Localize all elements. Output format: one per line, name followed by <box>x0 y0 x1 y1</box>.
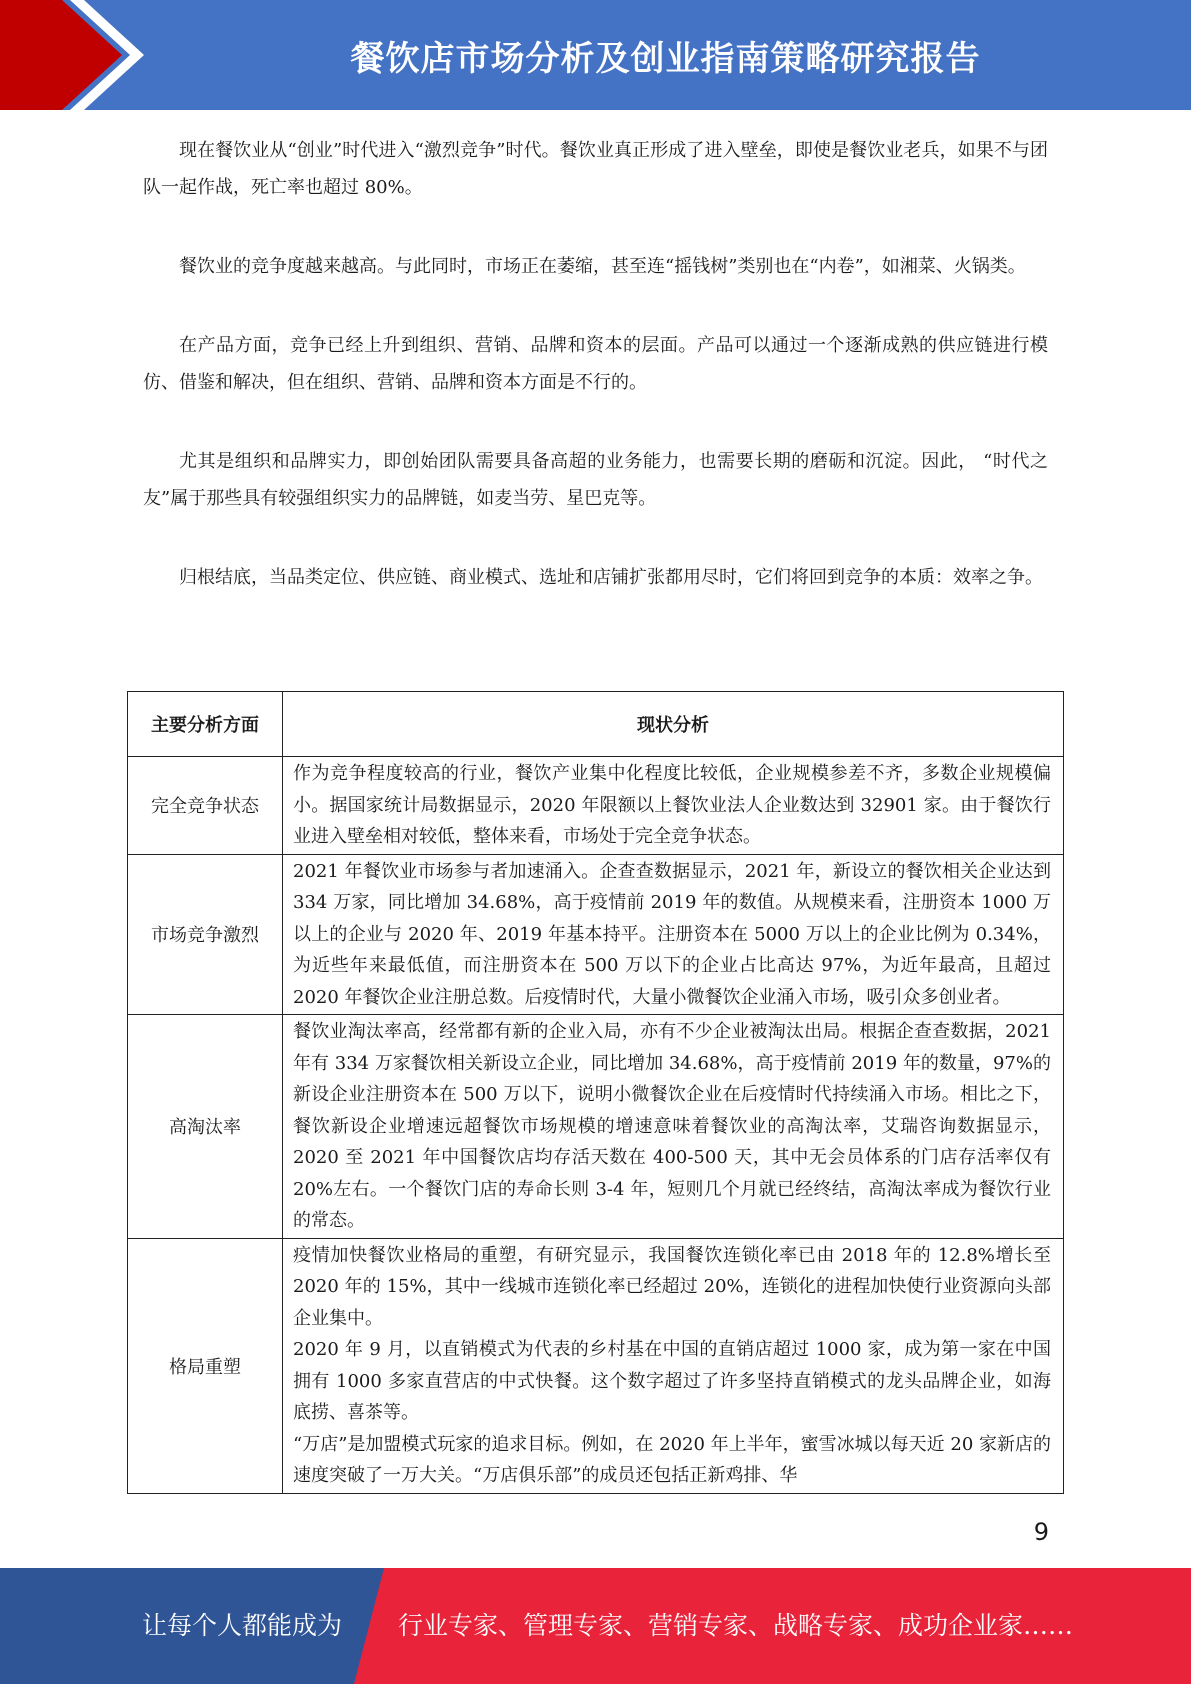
paragraph-5: 归根结底，当品类定位、供应链、商业模式、选址和店铺扩张都用尽时，它们将回到竞争的本质：效率之争。 <box>179 567 1043 588</box>
page-footer <box>0 1568 1191 1684</box>
table-header-analysis: 现状分析 <box>283 692 1064 757</box>
analysis-text: 2021 年餐饮业市场参与者加速涌入。企查查数据显示，2021 年，新设立的餐饮相关企业达到 334 万家，同比增加 34.68%，高于疫情前 2019 年的数值。从规模来看，注册资本 1000 万以上的企业与 2020 年、2019 年基本持平。注册资本在 5000 万以上的企业比例为 0.34%，为近些年来最低值，而注册资本在 500 万以下的企业占比高达 97%，为近年最高，且超过 2020 年餐饮企业注册总数。后疫情时代，大量小微餐饮企业涌入市场，吸引众多创业者。 <box>293 860 1051 1008</box>
table-cell-analysis <box>283 1238 1064 1493</box>
table-header-aspect: 主要分析方面 <box>128 692 283 757</box>
table-row <box>128 1015 1064 1239</box>
analysis-text: 餐饮业淘汰率高，经常都有新的企业入局，亦有不少企业被淘汰出局。根据企查查数据，2021 年有 334 万家餐饮相关新设立企业，同比增加 34.68%，高于疫情前 2019 年的数量，97%的新设企业注册资本在 500 万以下，说明小微餐饮企业在后疫情时代持续涌入市场。相比之下，餐饮新设企业增速远超餐饮市场规模的增速意味着餐饮业的高淘汰率，艾瑞咨询数据显示，2020 至 2021 年中国餐饮店均存活天数在 400-500 天，其中无会员体系的门店存活率仅有 20%左右。一个餐饮门店的寿命长则 3-4 年，短则几个月就已经终结，高淘汰率成为餐饮行业的常态。 <box>293 1021 1051 1231</box>
table-cell-analysis <box>283 854 1064 1015</box>
footer-slogan-right: 行业专家、管理专家、营销专家、战略专家、成功企业家…… <box>398 1611 1074 1640</box>
header-title: 餐饮店市场分析及创业指南策略研究报告 <box>350 38 981 79</box>
table-cell-aspect: 高淘汰率 <box>128 1015 283 1239</box>
table-row <box>128 854 1064 1015</box>
table-row <box>128 757 1064 855</box>
table-cell-analysis <box>283 757 1064 855</box>
body-text <box>143 132 1048 638</box>
analysis-text: 2020 年 9 月，以直销模式为代表的乡村基在中国的直销店超过 1000 家，成为第一家在中国拥有 1000 多家直营店的中式快餐。这个数字超过了许多坚持直销模式的龙头品牌企业，如海底捞、喜茶等。 <box>293 1339 1051 1423</box>
paragraph-1: 现在餐饮业从“创业”时代进入“激烈竞争”时代。餐饮业真正形成了进入壁垒，即使是餐饮业老兵，如果不与团队一起作战，死亡率也超过 80%。 <box>143 140 1048 198</box>
page-number: 9 <box>1033 1518 1049 1546</box>
header-arrow-graphic <box>0 0 160 110</box>
paragraph-4: 尤其是组织和品牌实力，即创始团队需要具备高超的业务能力，也需要长期的磨砺和沉淀。因此， “时代之友”属于那些具有较强组织实力的品牌链，如麦当劳、星巴克等。 <box>143 451 1048 509</box>
table-header-row <box>128 692 1064 757</box>
table-row <box>128 1238 1064 1493</box>
table-cell-aspect: 格局重塑 <box>128 1238 283 1493</box>
analysis-text: 疫情加快餐饮业格局的重塑，有研究显示，我国餐饮连锁化率已由 2018 年的 12.8%增长至 2020 年的 15%，其中一线城市连锁化率已经超过 20%，连锁化的进程加快使行业资源向头部企业集中。 <box>293 1244 1051 1329</box>
paragraph-2: 餐饮业的竞争度越来越高。与此同时，市场正在萎缩，甚至连“摇钱树”类别也在“内卷”，如湘菜、火锅类。 <box>179 256 1026 277</box>
table-cell-aspect: 市场竞争激烈 <box>128 854 283 1015</box>
footer-slogan-left: 让每个人都能成为 <box>142 1611 343 1640</box>
analysis-text: “万店”是加盟模式玩家的追求目标。例如，在 2020 年上半年，蜜雪冰城以每天近 20 家新店的速度突破了一万大关。“万店俱乐部”的成员还包括正新鸡排、华 <box>293 1433 1052 1486</box>
page-header <box>0 0 1191 110</box>
table-cell-analysis <box>283 1015 1064 1239</box>
paragraph-3: 在产品方面，竞争已经上升到组织、营销、品牌和资本的层面。产品可以通过一个逐渐成熟的供应链进行模仿、借鉴和解决，但在组织、营销、品牌和资本方面是不行的。 <box>143 335 1048 393</box>
analysis-text: 作为竞争程度较高的行业，餐饮产业集中化程度比较低，企业规模参差不齐，多数企业规模偏小。据国家统计局数据显示，2020 年限额以上餐饮业法人企业数达到 32901 家。由于餐饮行业进入壁垒相对较低，整体来看，市场处于完全竞争状态。 <box>293 763 1051 847</box>
table-cell-aspect: 完全竞争状态 <box>128 757 283 855</box>
analysis-table <box>127 691 1064 1494</box>
